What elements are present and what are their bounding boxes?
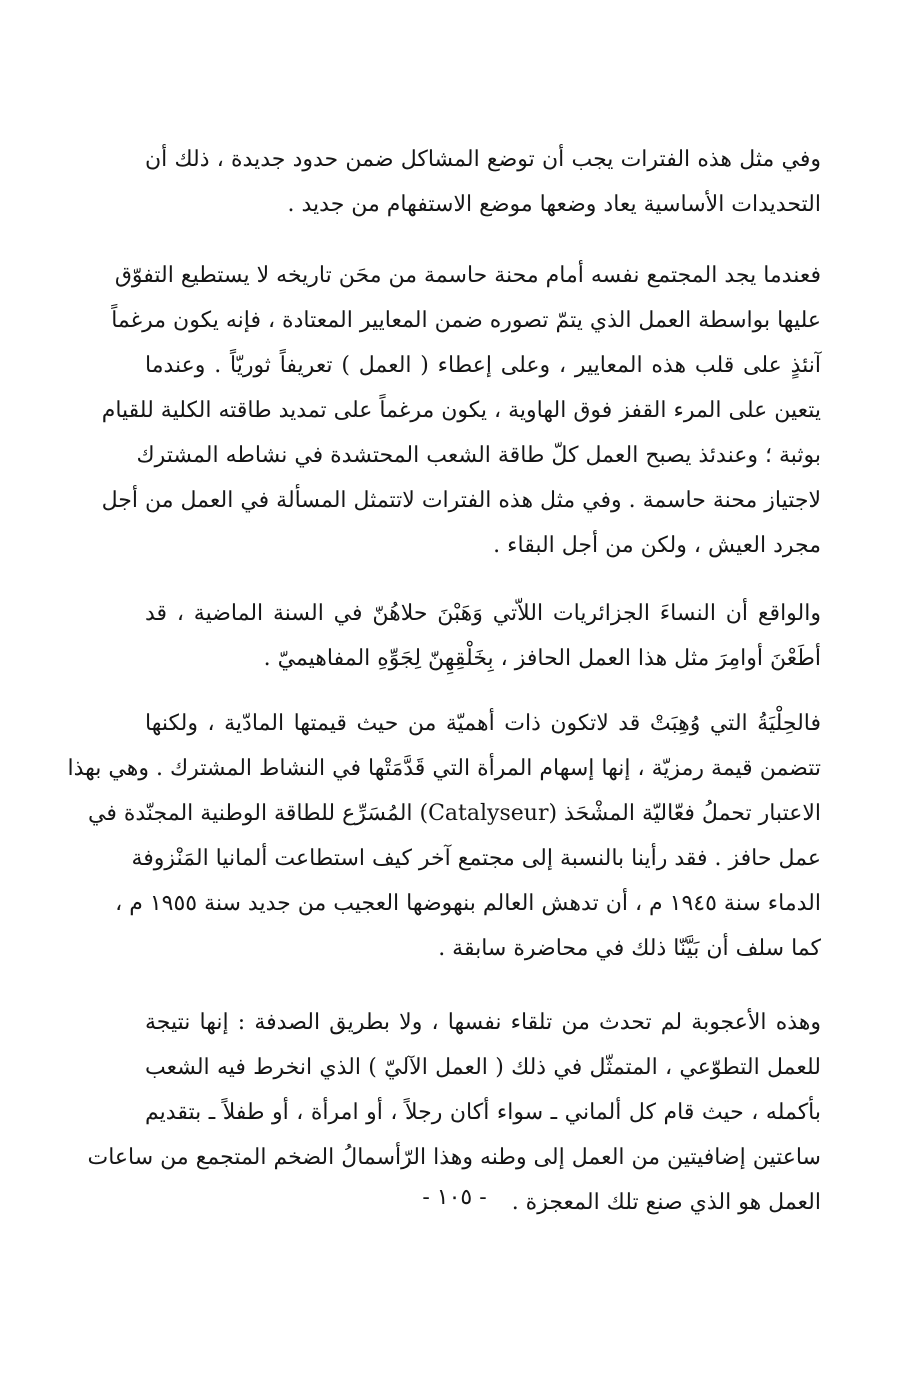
text-line: فالحِلْيَةُ التي وُهِبَتْ قد لاتكون ذات أهميّة من حيث قيمتها المادّية ، ولكنها [145, 711, 821, 736]
text-line: يتعين على المرء القفز فوق الهاوية ، يكون مرغماً على تمديد طاقته الكلية للقيام [101, 398, 821, 423]
text-line: عمل حافز . فقد رأينا بالنسبة إلى مجتمع آخر كيف استطاعت ألمانيا المَنْزوفة [131, 846, 821, 871]
text-line: فعندما يجد المجتمع نفسه أمام محنة حاسمة من محَن تاريخه لا يستطيع التفوّق [114, 263, 821, 288]
page-body [67, 137, 821, 1225]
text-line: والواقع أن النساءَ الجزائريات اللاّتي وَهَبْنَ حلاهُنّ في السنة الماضية ، قد [145, 601, 821, 626]
text-line: الدماء سنة ١٩٤٥ م ، أن تدهش العالم بنهوضها العجيب من جديد سنة ١٩٥٥ م ، [115, 891, 821, 916]
text-line: أطَعْنَ أوامِرَ مثل هذا العمل الحافز ، بِخَلْقِهِنّ لِجَوِّهِ المفاهيميّ . [263, 646, 821, 671]
text-line: الاعتبار تحملُ فعّاليّة المشْحَذ (Catalyseur) المُسَرِّع للطاقة الوطنية المجنّدة في [88, 801, 821, 826]
paragraph-3 [145, 591, 821, 681]
paragraph-1 [145, 137, 821, 227]
text-line: التحديدات الأساسية يعاد وضعها موضع الاستفهام من جديد . [287, 192, 821, 217]
page-number: - ١٠٥ - [422, 1185, 487, 1210]
text-line: العمل هو الذي صنع تلك المعجزة . [511, 1190, 821, 1215]
text-line: للعمل التطوّعي ، المتمثّل في ذلك ( العمل الآليّ ) الذي انخرط فيه الشعب [145, 1055, 821, 1080]
text-line: كما سلف أن بَيَّنّا ذلك في محاضرة سابقة . [438, 936, 821, 961]
text-line: مجرد العيش ، ولكن من أجل البقاء . [493, 533, 821, 558]
text-line: آنئذٍ على قلب هذه المعايير ، وعلى إعطاء ( العمل ) تعريفاً ثوريّاً . وعندما [145, 353, 821, 378]
text-line: عليها بواسطة العمل الذي يتمّ تصوره ضمن المعايير المعتادة ، فإنه يكون مرغماً [111, 308, 821, 333]
text-line: وهذه الأعجوبة لم تحدث من تلقاء نفسها ، ولا بطريق الصدفة : إنها نتيجة [145, 1010, 821, 1035]
text-line: بوثبة ؛ وعندئذ يصبح العمل كلّ طاقة الشعب المحتشدة في نشاطه المشترك [136, 443, 821, 468]
text-line: لاجتياز محنة حاسمة . وفي مثل هذه الفترات لاتتمثل المسألة في العمل من أجل [101, 488, 821, 513]
text-line: بأكمله ، حيث قام كل ألماني ـ سواء أكان رجلاً ، أو امرأة ، أو طفلاً ـ بتقديم [145, 1100, 821, 1125]
text-line: تتضمن قيمة رمزيّة ، إنها إسهام المرأة التي قَدَّمَتْها في النشاط المشترك . وهي بهذا [67, 756, 821, 781]
paragraph-2 [101, 253, 821, 568]
text-line: ساعتين إضافيتين من العمل إلى وطنه وهذا الرّأسمالُ الضخم المتجمع من ساعات [87, 1145, 821, 1170]
paragraph-4 [67, 701, 821, 971]
text-line: وفي مثل هذه الفترات يجب أن توضع المشاكل ضمن حدود جديدة ، ذلك أن [145, 147, 821, 172]
